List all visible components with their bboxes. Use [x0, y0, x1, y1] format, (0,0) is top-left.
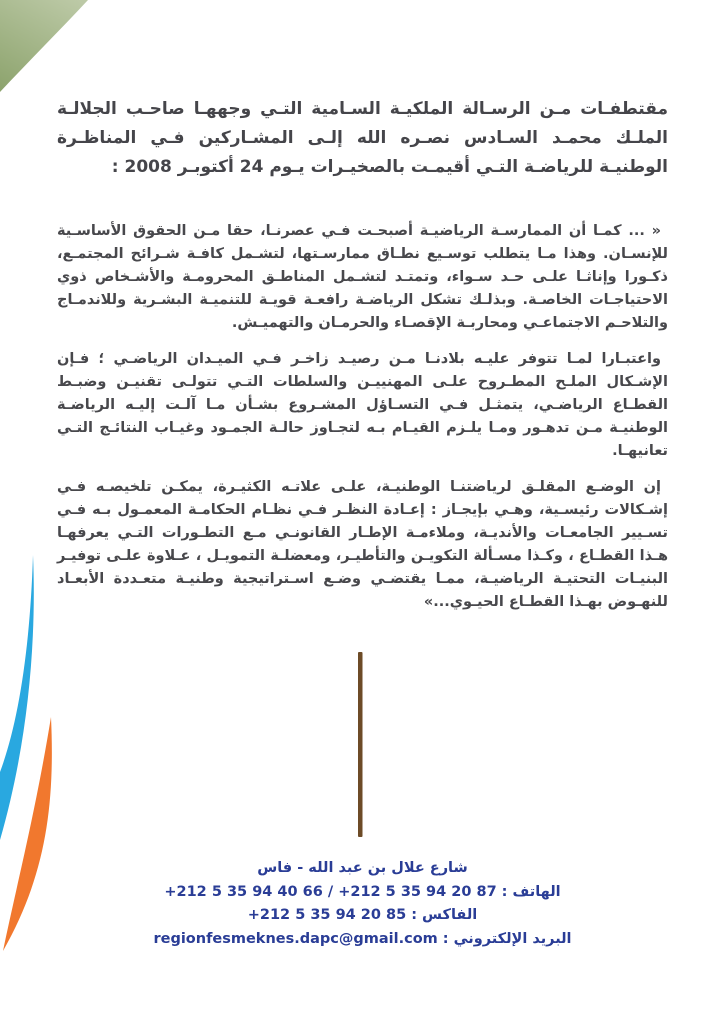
vertical-divider	[358, 652, 363, 837]
quote-paragraph-3: إن الوضـع المقلـق لرياضتنـا الوطنيـة، علـى علاتـه الكثيـرة، يمكـن تلخيصـه فـي إشـكالات رئيسـية، وهـي بإيجـاز : إعـادة النظـر فـي نظـام الحكامـة المعمـول بـه فـي تسـيير الجامعـات والأنديـة، وملاءمـة الإطـار القانونـي مـع التطـورات التـي يعرفهـا هـذا القطـاع ، وكـذا مسـألة التكويـن والتأطيـر، ومعضلـة التمويـل ، عـلاوة علـى توفيـر البنيـات التحتيـة الرياضيـة، ممـا يقتضـي وضـع اسـتراتيجية وطنيـة متعـددة الأبعـاد للنهـوض بهـذا القطـاع الحيـوي...»	[57, 479, 668, 610]
title-paragraph: مقتطفـات مـن الرسـالة الملكيـة السـامية التـي وجههـا صاحـب الجلالـة الملـك محمـد السـادس نصـره الله إلـى المشـاركين فـي المناظـرة الوطنيـة للرياضـة التـي أقيمـت بالصخيـرات يـوم 24 أكتوبـر 2008 :	[57, 99, 668, 177]
fax-label: الفاكس	[422, 907, 478, 923]
contact-block	[0, 857, 725, 951]
green-corner-wedge	[0, 0, 88, 92]
quote-paragraph-2: واعتبـارا لمـا تتوفر عليـه بلادنـا مـن رصيـد زاخـر فـي الميـدان الرياضـي ؛ فـإن الإشـكال الملـح المطـروح علـى المهنييـن والسلطات التـي تتولـى تقنيـن وضبـط القطـاع الرياضـي، يتمثـل فـي التسـاؤل المشـروع بشـأن مـا آلـت إليـه الرياضـة الوطنيـة مـن تدهـور ومـا يلـزم القيـام بـه لتجـاوز حالـة الجمـود وغيـاب النتائـج التـي تعانيهـا.	[57, 351, 668, 459]
phone-line	[0, 881, 725, 905]
address-line: شارع علال بن عبد الله - فاس	[257, 860, 468, 876]
quote-paragraph-1: « ... كمـا أن الممارسـة الرياضيـة أصبحـت فـي عصرنـا، حقا مـن الحقوق الأساسـية للإنسـان. وهذا مـا يتطلب توسـيع نطـاق ممارسـتها، لتشـمل كافـة شـرائح المجتمـع، ذكـورا وإناثـا علـى حـد سـواء، وتمتـد لتشـمل المناطـق المحرومـة والأشـخاص ذوي الاحتياجـات الخاصـة. وبذلـك تشكل الرياضـة رافعـة قويـة للتنميـة البشـرية وللاندمـاج والتلاحـم الاجتماعـي ومحاربـة الإقصـاء والحرمـان والتهميـش.	[57, 223, 668, 331]
email-label: البريد الإلكتروني	[453, 930, 572, 947]
fax-line	[0, 904, 725, 928]
fax-value: +212 5 35 94 20 85	[247, 907, 407, 923]
phone-value: +212 5 35 94 40 66 / +212 5 35 94 20 87	[164, 883, 497, 900]
email-value: regionfesmeknes.dapc@gmail.com	[153, 930, 438, 947]
quote-body	[57, 220, 668, 627]
phone-colon: :	[501, 883, 508, 900]
fax-colon: :	[411, 907, 418, 923]
phone-label: الهاتف	[512, 883, 561, 900]
blue-swoosh	[0, 555, 34, 840]
email-line	[0, 928, 725, 952]
email-colon: :	[442, 930, 449, 947]
